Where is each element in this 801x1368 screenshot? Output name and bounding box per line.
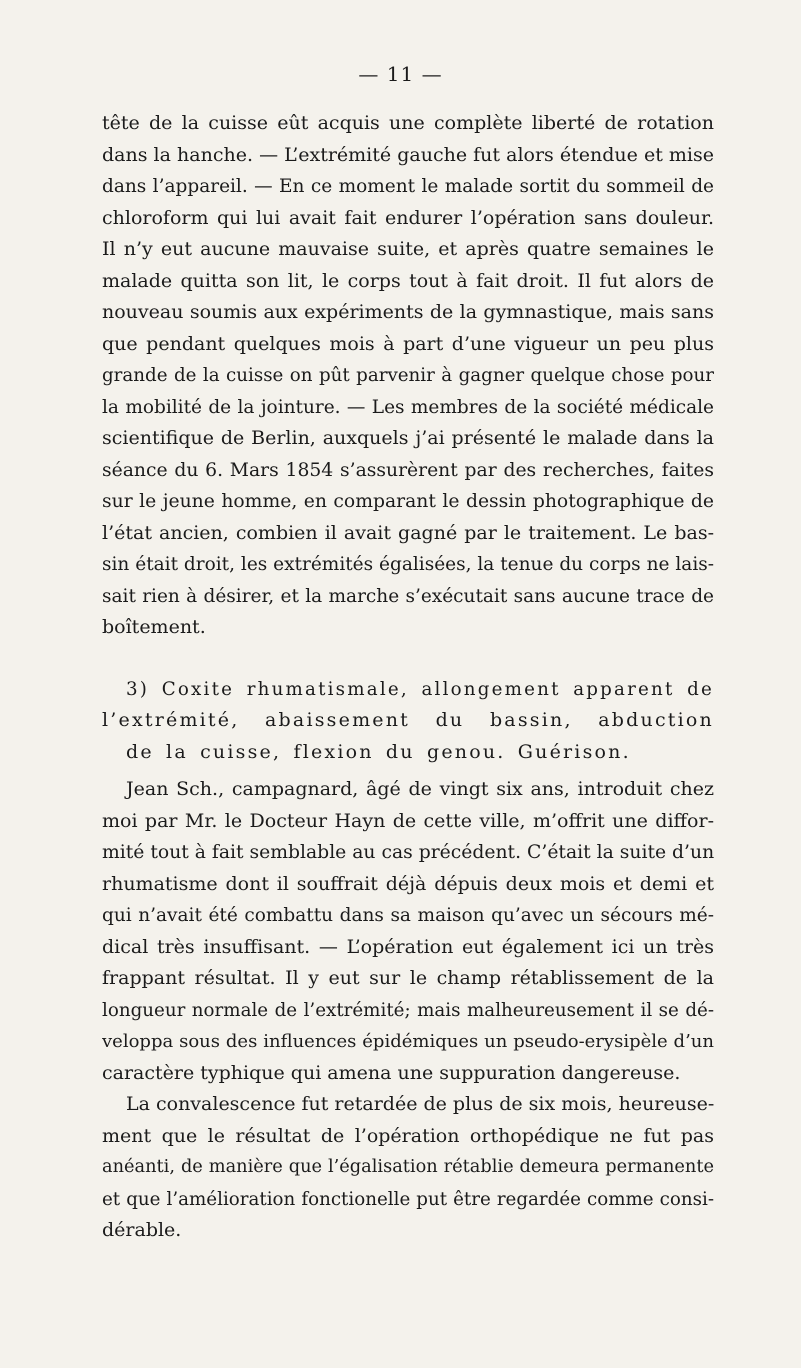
- text-line: et que l’amélioration fonctionelle put être regardée comme consi-: [102, 1188, 714, 1210]
- text-line: La convalescence fut retardée de plus de six mois, heureuse-: [126, 1093, 714, 1115]
- text-line: caractère typhique qui amena une suppuration dangereuse.: [102, 1061, 681, 1084]
- text-line: dérable.: [102, 1219, 182, 1241]
- text-column: [102, 108, 714, 1247]
- section-heading: [102, 674, 714, 769]
- text-line: anéanti, de manière que l’égalisation rétablie demeura permanente: [102, 1157, 714, 1177]
- text-line: dans l’appareil. — En ce moment le malade sortit du sommeil de: [102, 176, 714, 197]
- text-line: sait rien à désirer, et la marche s’exécutait sans aucune trace de: [102, 585, 714, 607]
- text-line: moi par Mr. le Docteur Hayn de cette ville, m’offrit une diffor-: [102, 809, 714, 832]
- text-line: frappant résultat. Il y eut sur le champ rétablissement de la: [102, 967, 714, 989]
- heading-line: 3) Coxite rhumatismale, allongement apparent de: [126, 678, 714, 700]
- text-line: ment que le résultat de l’opération orthopédique ne fut pas: [102, 1124, 714, 1147]
- text-line: veloppa sous des influences épidémiques un pseudo-erysipèle d’un: [102, 1031, 714, 1052]
- paragraph-2: [102, 774, 714, 1089]
- text-line: grande de la cuisse on pût parvenir à gagner quelque chose pour: [102, 365, 714, 386]
- text-line: boîtement.: [102, 616, 206, 638]
- text-line: dical très insuffisant. — L’opération eut également ici un très: [102, 935, 714, 958]
- text-line: sur le jeune homme, en comparant le dessin photographique de: [102, 491, 714, 512]
- text-line: scientifique de Berlin, auxquels j’ai présenté le malade dans la: [102, 427, 714, 449]
- text-line: longueur normale de l’extrémité; mais malheureusement il se dé-: [102, 999, 714, 1021]
- text-line: l’état ancien, combien il avait gagné par le traitement. Le bas-: [102, 521, 714, 544]
- text-line: rhumatisme dont il souffrait déjà dépuis deux mois et demi et: [102, 872, 714, 895]
- text-line: Jean Sch., campagnard, âgé de vingt six ans, introduit chez: [126, 778, 714, 800]
- text-line: qui n’avait été combattu dans sa maison qu’avec un sécours mé-: [102, 905, 714, 926]
- paragraph-3: [102, 1089, 714, 1247]
- text-line: Il n’y eut aucune mauvaise suite, et après quatre semaines le: [102, 238, 714, 260]
- text-line: nouveau soumis aux expériments de la gymnastique, mais sans: [102, 301, 714, 323]
- heading-line: de la cuisse, flexion du genou. Guérison.: [126, 740, 631, 763]
- text-line: séance du 6. Mars 1854 s’assurèrent par des recherches, faites: [102, 459, 714, 481]
- text-line: mité tout à fait semblable au cas précédent. C’était la suite d’un: [102, 842, 714, 863]
- text-line: dans la hanche. — L’extrémité gauche fut alors étendue et mise: [102, 143, 714, 166]
- text-line: sin était droit, les extrémités égalisées, la tenue du corps ne lais-: [102, 554, 714, 575]
- text-line: la mobilité de la jointure. — Les membres de la société médicale: [102, 396, 714, 418]
- text-line: tête de la cuisse eût acquis une complète liberté de rotation: [102, 112, 714, 134]
- text-line: chloroform qui lui avait fait endurer l’opération sans douleur.: [102, 206, 714, 229]
- text-line: que pendant quelques mois à part d’une vigueur un peu plus: [102, 332, 714, 355]
- paragraph-1: [102, 108, 714, 644]
- heading-line: l’extrémité, abaissement du bassin, abduction: [102, 709, 714, 731]
- text-line: malade quitta son lit, le corps tout à fait droit. Il fut alors de: [102, 269, 714, 292]
- page-number: — 11 —: [358, 62, 443, 86]
- section-spacer: [102, 644, 714, 674]
